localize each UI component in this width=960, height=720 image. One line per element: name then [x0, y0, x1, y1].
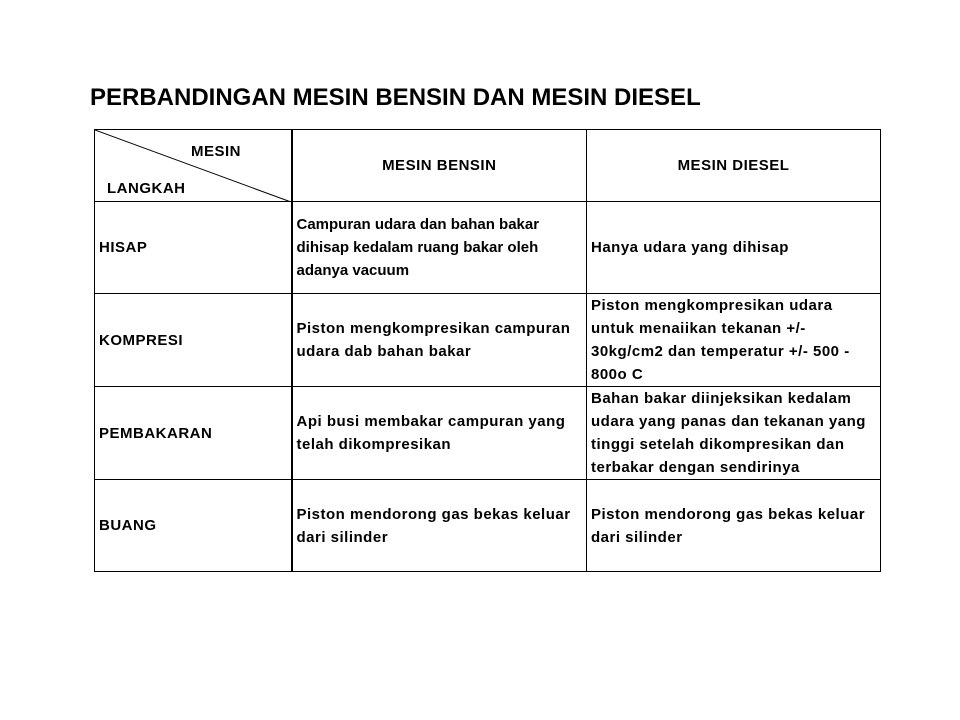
table-row-pembakaran	[95, 387, 881, 480]
table-row-kompresi	[95, 294, 881, 387]
bensin-cell: Campuran udara dan bahan bakar dihisap kedalam ruang bakar oleh adanya vacuum	[292, 202, 587, 294]
corner-header-cell	[95, 130, 292, 202]
header-row	[95, 130, 881, 202]
bensin-cell: Piston mengkompresikan campuran udara dab bahan bakar	[292, 294, 587, 387]
step-cell: PEMBAKARAN	[95, 387, 292, 480]
table-row-hisap	[95, 202, 881, 294]
step-cell: KOMPRESI	[95, 294, 292, 387]
step-cell: BUANG	[95, 480, 292, 572]
comparison-table	[94, 129, 881, 572]
column-header-bensin: MESIN BENSIN	[292, 130, 587, 202]
diesel-cell: Piston mendorong gas bekas keluar dari silinder	[587, 480, 881, 572]
corner-label-mesin: MESIN	[191, 143, 242, 160]
corner-label-langkah: LANGKAH	[107, 180, 186, 197]
diesel-cell: Hanya udara yang dihisap	[587, 202, 881, 294]
step-cell: HISAP	[95, 202, 292, 294]
bensin-cell: Piston mendorong gas bekas keluar dari silinder	[292, 480, 587, 572]
column-header-diesel: MESIN DIESEL	[587, 130, 881, 202]
table-row-buang	[95, 480, 881, 572]
diesel-cell: Piston mengkompresikan udara untuk menaiikan tekanan +/- 30kg/cm2 dan temperatur +/- 500 - 800o C	[587, 294, 881, 387]
page-title: PERBANDINGAN MESIN BENSIN DAN MESIN DIESEL	[90, 84, 701, 111]
bensin-cell: Api busi membakar campuran yang telah dikompresikan	[292, 387, 587, 480]
diesel-cell: Bahan bakar diinjeksikan kedalam udara yang panas dan tekanan yang tinggi setelah dikompresikan dan terbakar dengan sendirinya	[587, 387, 881, 480]
